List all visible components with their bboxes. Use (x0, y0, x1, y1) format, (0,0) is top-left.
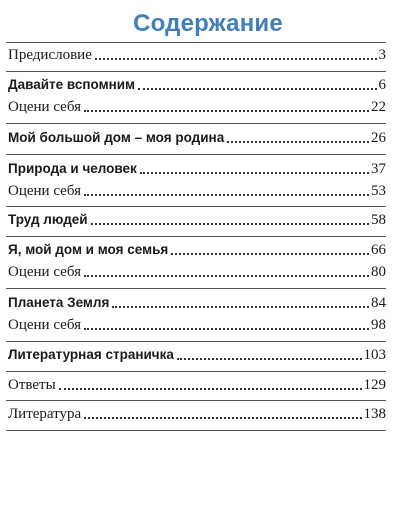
divider (6, 123, 386, 124)
dot-leader (91, 213, 369, 225)
dot-leader (84, 100, 369, 112)
toc-entry (8, 74, 386, 94)
toc-entry-page: 98 (371, 317, 386, 333)
toc-entry-label: Литературная страничка (8, 347, 174, 362)
toc-entry-label: Оцени себя (8, 264, 81, 280)
toc-entry-label: Предисловие (8, 47, 92, 63)
toc-entry (8, 314, 386, 334)
toc-entry-page: 66 (371, 242, 386, 258)
divider (6, 341, 386, 342)
toc-entry-label: Оцени себя (8, 183, 81, 199)
dot-leader (227, 131, 369, 143)
toc-entry (8, 403, 386, 423)
toc-entry-page: 22 (371, 99, 386, 115)
dot-leader (84, 318, 369, 330)
toc-entry-label: Литература (8, 406, 82, 422)
toc-entry-page: 3 (378, 47, 386, 63)
dot-leader (95, 48, 377, 60)
toc-entry-label: Я, мой дом и моя семья (8, 242, 169, 257)
toc-entry-page: 37 (371, 161, 386, 177)
divider (6, 236, 386, 237)
toc-entry (8, 44, 386, 64)
dot-leader (59, 378, 362, 390)
divider (6, 288, 386, 289)
divider (6, 42, 386, 43)
toc-entry-label: Мой большой дом – моя родина (8, 130, 225, 145)
toc-entry (8, 180, 386, 200)
toc-entry-label: Природа и человек (8, 161, 137, 176)
toc-entry (8, 292, 386, 312)
divider (6, 400, 386, 401)
divider (6, 154, 386, 155)
divider (6, 206, 386, 207)
divider (6, 430, 386, 431)
divider (6, 371, 386, 372)
toc-entry-page: 80 (371, 264, 386, 280)
dot-leader (84, 265, 369, 277)
dot-leader (177, 348, 362, 360)
toc-entry-page: 6 (378, 77, 386, 93)
toc-entry (8, 127, 386, 147)
toc-entry (8, 96, 386, 116)
toc-entry-page: 129 (363, 377, 386, 393)
toc-entry-page: 53 (371, 183, 386, 199)
toc-entry-page: 26 (371, 130, 386, 146)
dot-leader (140, 162, 369, 174)
toc-entry-page: 58 (371, 212, 386, 228)
toc-entry-label: Планета Земля (8, 295, 110, 310)
toc-entry (8, 261, 386, 281)
toc-entry-label: Оцени себя (8, 317, 81, 333)
toc-entry-label: Труд людей (8, 212, 88, 227)
dot-leader (84, 407, 361, 419)
dot-leader (171, 243, 369, 255)
toc-entry-label: Оцени себя (8, 99, 81, 115)
toc-entry-page: 84 (371, 295, 386, 311)
page-title: Содержание (133, 10, 283, 37)
toc-entry-page: 138 (363, 406, 386, 422)
toc-entry-label: Давайте вспомним (8, 77, 136, 92)
toc-entry (8, 239, 386, 259)
toc-entry-label: Ответы (8, 377, 56, 393)
dot-leader (138, 78, 376, 90)
toc-entry (8, 344, 386, 364)
toc-entry (8, 209, 386, 229)
dot-leader (84, 184, 369, 196)
dot-leader (112, 296, 369, 308)
toc-entry-page: 103 (363, 347, 386, 363)
divider (6, 71, 386, 72)
toc-entry (8, 374, 386, 394)
toc-entry (8, 158, 386, 178)
